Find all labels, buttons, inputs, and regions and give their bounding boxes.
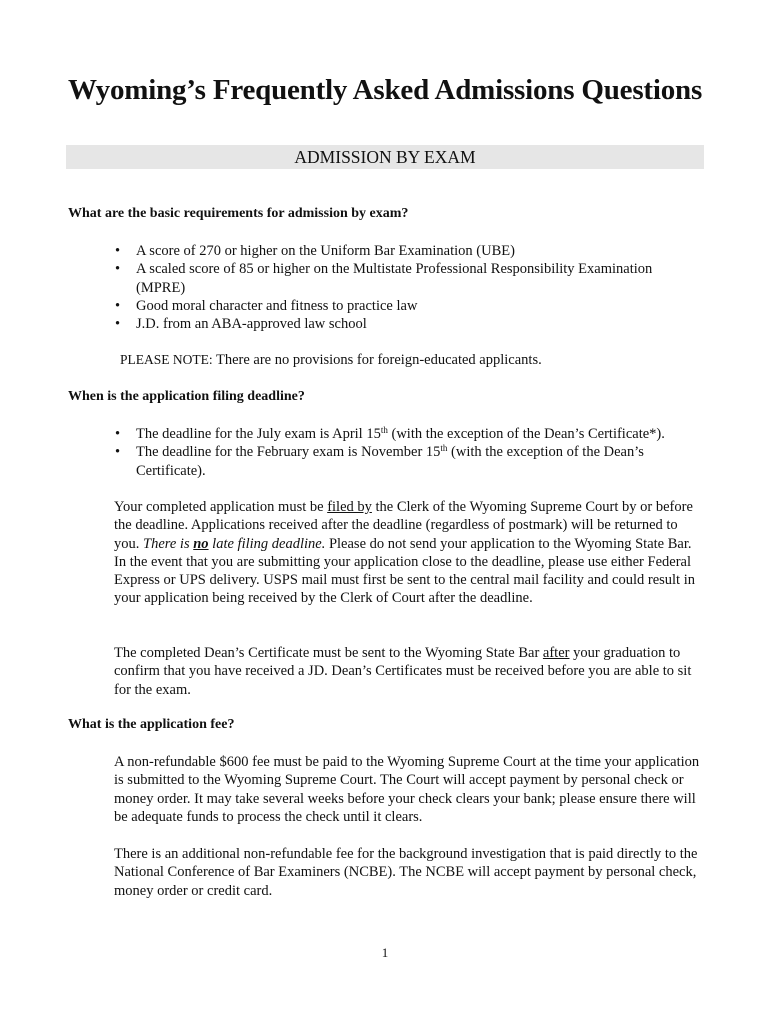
filing-paragraph: Your completed application must be filed by the Clerk of the Wyoming Supreme Court by or before the deadline. Applications received after the deadline (regardless of postmark) will be returned to you. There is no late filing deadline. Please do not send your application to the Wyoming State Bar. In the event that you are submitting your application close to the deadline, please use either Federal Express or UPS delivery. USPS mail must first be sent to the central mail facility and could result in your application being received by the Clerk of Court after the deadline. [114,499,695,607]
deadline-list [114,425,704,480]
page-title: Wyoming’s Frequently Asked Admissions Questions [67,74,703,106]
section-heading: ADMISSION BY EXAM [294,147,476,167]
note-text: There are no provisions for foreign-educated applicants. [212,352,542,368]
note-label: PLEASE NOTE: [120,352,213,367]
background-fee-paragraph: There is an additional non-refundable fee for the background investigation that is paid directly to the National Conference of Bar Examiners (NCBE). The NCBE will accept payment by personal check, money order or credit card. [114,846,698,899]
question-fee: What is the application fee? [68,717,235,732]
deans-certificate-paragraph: The completed Dean’s Certificate must be sent to the Wyoming State Bar after your graduation to confirm that you have received a JD. Dean’s Certificates must be received before you are able to sit for the exam. [114,645,692,698]
list-item: • The deadline for the February exam is November 15th (with the exception of the Dean’s Certificate). [114,443,704,480]
fee-paragraph: A non-refundable $600 fee must be paid to the Wyoming Supreme Court at the time your application is submitted to the Wyoming Supreme Court. The Court will accept payment by personal check or money order. It may take several weeks before your check clears your bank; please ensure there will be adequate funds to process the check until it clears. [114,754,700,825]
please-note [120,352,542,369]
list-item: • A score of 270 or higher on the Uniform Bar Examination (UBE) [114,242,704,260]
list-item: • Good moral character and fitness to practice law [114,297,704,315]
page-number: 1 [381,945,389,960]
requirements-list [114,242,704,333]
section-heading-banner [66,145,704,169]
list-item: • The deadline for the July exam is April 15th (with the exception of the Dean’s Certificate*). [114,425,704,443]
list-item: • A scaled score of 85 or higher on the Multistate Professional Responsibility Examination (MPRE) [114,260,704,297]
question-requirements: What are the basic requirements for admission by exam? [68,206,409,221]
question-deadline: When is the application filing deadline? [68,389,305,404]
list-item: • J.D. from an ABA-approved law school [114,315,704,333]
